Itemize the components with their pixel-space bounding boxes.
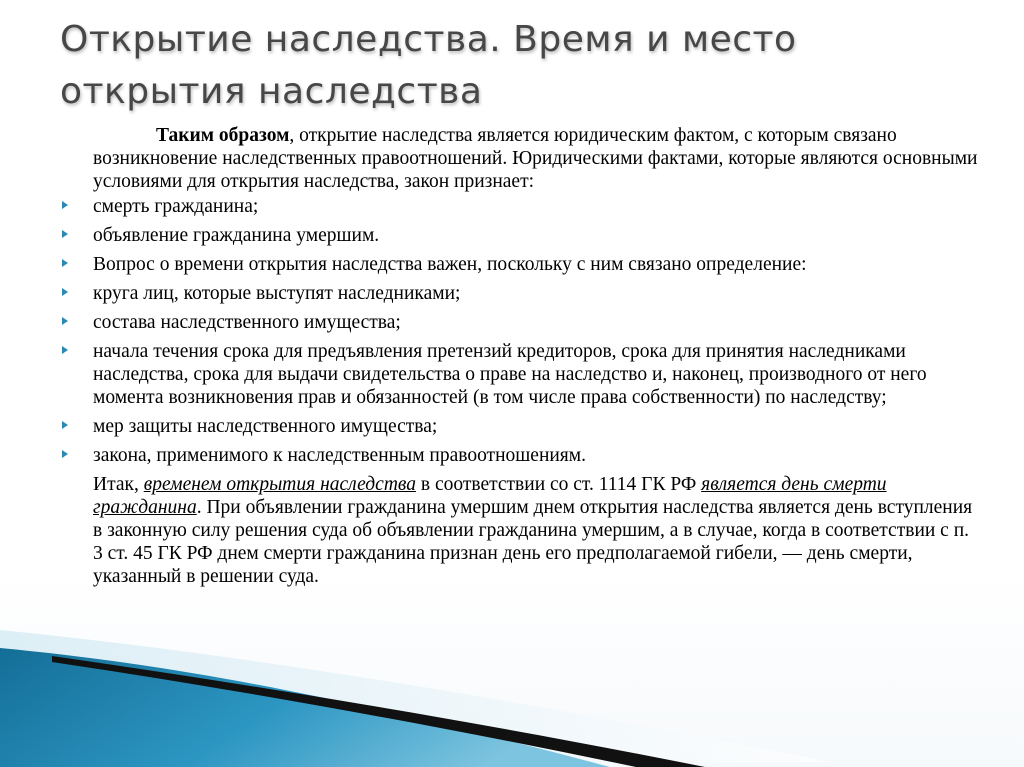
conclusion-emphasis-1: временем открытия наследства (143, 474, 416, 495)
bullet-list (60, 195, 980, 467)
bullet-text: смерть гражданина; (93, 196, 259, 217)
wave-dark-stroke (52, 656, 705, 767)
slide-title: Открытие наследства. Время и место открытия наследства (60, 19, 797, 112)
intro-paragraph (93, 124, 980, 193)
bullet-text: объявление гражданина умершим. (93, 225, 380, 246)
intro-text: , открытие наследства является юридическим фактом, с которым связано возникновение наследственных правоотношений. Юридическими фактами, которые являются основными условиями для открытия наследства, закон признает: (93, 125, 978, 192)
conclusion-emphasis-2: является день смерти гражданина (93, 474, 887, 518)
bullet-text: Вопрос о времени открытия наследства важен, поскольку с ним связано определение: (93, 254, 807, 275)
bullet-item (60, 340, 980, 409)
conclusion-part-3: . При объявлении гражданина умершим днем открытия наследства является день вступления в законную силу решения суда об объявлении гражданина умершим, а в случае, когда в соответствии с п. 3 ст. 45 ГК РФ днем смерти гражданина признан день его предполагаемой гибели, — день смерти, указанный в решении суда. (93, 497, 973, 587)
triangle-bullet-icon (62, 230, 68, 238)
triangle-bullet-icon (62, 421, 68, 429)
triangle-bullet-icon (62, 259, 68, 267)
triangle-bullet-icon (62, 288, 68, 296)
triangle-bullet-icon (62, 346, 68, 354)
triangle-bullet-icon (62, 317, 68, 325)
slide-body (60, 124, 980, 588)
conclusion-part-2: в соответствии со ст. 1114 ГК РФ (415, 474, 702, 495)
bullet-text: мер защиты наследственного имущества; (93, 416, 438, 437)
bullet-item (60, 195, 980, 218)
wave-blue-band (0, 648, 610, 767)
bullet-item (60, 253, 980, 276)
bullet-text: состава наследственного имущества; (93, 312, 401, 333)
bullet-text: закона, применимого к наследственным правоотношениям. (93, 445, 586, 466)
bullet-item (60, 444, 980, 467)
bullet-item (60, 415, 980, 438)
wave-light-band (0, 630, 830, 767)
bullet-item (60, 224, 980, 247)
triangle-bullet-icon (62, 201, 68, 209)
bullet-text: начала течения срока для предъявления претензий кредиторов, срока для принятия наследниками наследства, срока для выдачи свидетельства о праве на наследство и, наконец, производного от него момента возникновения прав и обязанностей (в том числе права собственности) по наследству; (93, 341, 927, 408)
intro-bold-lead: Таким образом (156, 125, 290, 146)
bullet-item (60, 311, 980, 334)
conclusion-paragraph (93, 473, 980, 588)
triangle-bullet-icon (62, 450, 68, 458)
conclusion-part-1: Итак, (93, 474, 144, 495)
bullet-item (60, 282, 980, 305)
bullet-text: круга лиц, которые выступят наследниками; (93, 283, 461, 304)
